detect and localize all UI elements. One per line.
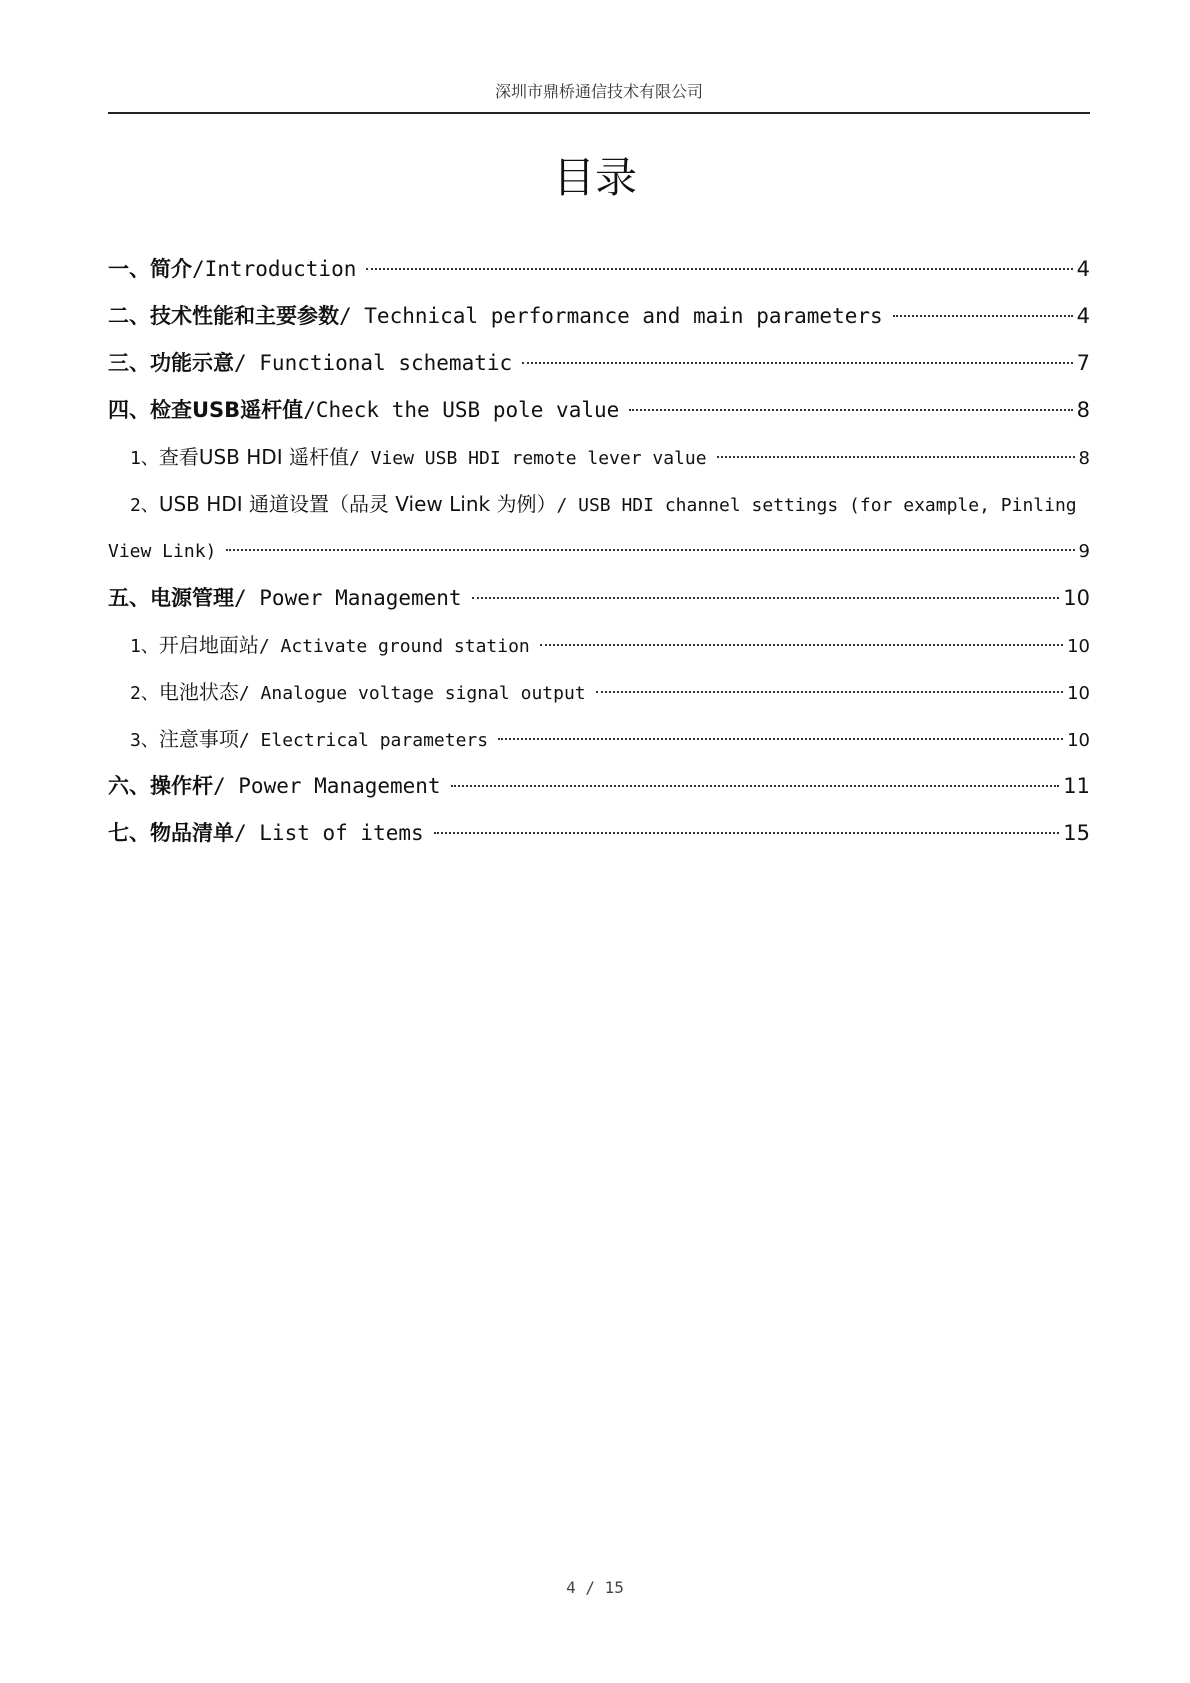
toc-entry-battery-status[interactable] xyxy=(108,669,1090,716)
toc-dot-leader xyxy=(451,785,1060,787)
toc-entry-label: 七、物品清单/ List of items xyxy=(108,821,424,845)
toc-page-number: 15 xyxy=(1063,821,1090,845)
toc-entry-activate-ground-station[interactable] xyxy=(108,622,1090,669)
toc-entry-label: 四、检查USB遥杆值/Check the USB pole value xyxy=(108,398,620,422)
toc-page-number: 4 xyxy=(1076,304,1090,328)
page-header xyxy=(108,80,1090,114)
toc-page-number: 8 xyxy=(1076,398,1090,422)
toc-dot-leader xyxy=(522,362,1072,364)
toc-page-number: 4 xyxy=(1076,257,1090,281)
toc-page-number: 9 xyxy=(1078,541,1090,562)
page-title: 目录 xyxy=(552,153,637,202)
toc-dot-leader xyxy=(472,597,1060,599)
toc-entry-label: 1、查看USB HDI 遥杆值/ View USB HDI remote lever value xyxy=(130,445,707,469)
toc-dot-leader xyxy=(540,644,1063,646)
toc-page-number: 8 xyxy=(1078,448,1090,469)
toc-page-number: 7 xyxy=(1076,351,1090,375)
toc-dot-leader xyxy=(498,738,1063,740)
toc-page-number: 10 xyxy=(1063,586,1090,610)
toc-dot-leader xyxy=(893,315,1073,317)
toc-entry-label-continued: View Link) xyxy=(108,541,217,562)
toc-page-number: 11 xyxy=(1063,774,1090,798)
toc-entry-label: 六、操作杆/ Power Management xyxy=(108,774,441,798)
toc-entry-functional-schematic[interactable] xyxy=(108,340,1090,387)
toc-entry-label: 五、电源管理/ Power Management xyxy=(108,586,462,610)
toc-entry-view-usb-hdi[interactable] xyxy=(108,434,1090,481)
page-footer xyxy=(0,1578,1190,1597)
toc-entry-introduction[interactable] xyxy=(108,246,1090,293)
toc-entry-check-usb-pole[interactable] xyxy=(108,387,1090,434)
toc-entry-label: 1、开启地面站/ Activate ground station xyxy=(130,633,530,657)
toc-dot-leader xyxy=(629,409,1072,411)
toc-entry-list-of-items[interactable] xyxy=(108,810,1090,857)
toc-entry-usb-hdi-channel-settings-continued[interactable] xyxy=(108,528,1090,575)
toc-entry-joystick[interactable] xyxy=(108,763,1090,810)
toc-entry-label: 3、注意事项/ Electrical parameters xyxy=(130,727,489,751)
toc-dot-leader xyxy=(226,549,1074,551)
toc-dot-leader xyxy=(717,456,1075,458)
toc-entry-power-management[interactable] xyxy=(108,575,1090,622)
header-company-name: 深圳市鼎桥通信技术有限公司 xyxy=(494,82,703,101)
toc-entry-label: 2、电池状态/ Analogue voltage signal output xyxy=(130,680,586,704)
toc-page-number: 10 xyxy=(1067,636,1090,657)
toc-entry-label: 一、简介/Introduction xyxy=(108,257,357,281)
toc-entry-label: 2、USB HDI 通道设置（品灵 View Link 为例）/ USB HDI channel settings (for example, Pinling xyxy=(130,492,1077,516)
toc-entry-usb-hdi-channel-settings[interactable] xyxy=(108,481,1090,528)
toc-page-number: 10 xyxy=(1067,730,1090,751)
toc-dot-leader xyxy=(596,691,1063,693)
page-indicator: 4 / 15 xyxy=(566,1578,624,1597)
toc-dot-leader xyxy=(434,832,1060,834)
toc-entry-precautions[interactable] xyxy=(108,716,1090,763)
toc-entry-technical-performance[interactable] xyxy=(108,293,1090,340)
table-of-contents xyxy=(108,246,1090,857)
toc-page-number: 10 xyxy=(1067,683,1090,704)
toc-dot-leader xyxy=(366,268,1072,270)
toc-entry-label: 三、功能示意/ Functional schematic xyxy=(108,351,513,375)
toc-entry-label: 二、技术性能和主要参数/ Technical performance and main parameters xyxy=(108,304,883,328)
